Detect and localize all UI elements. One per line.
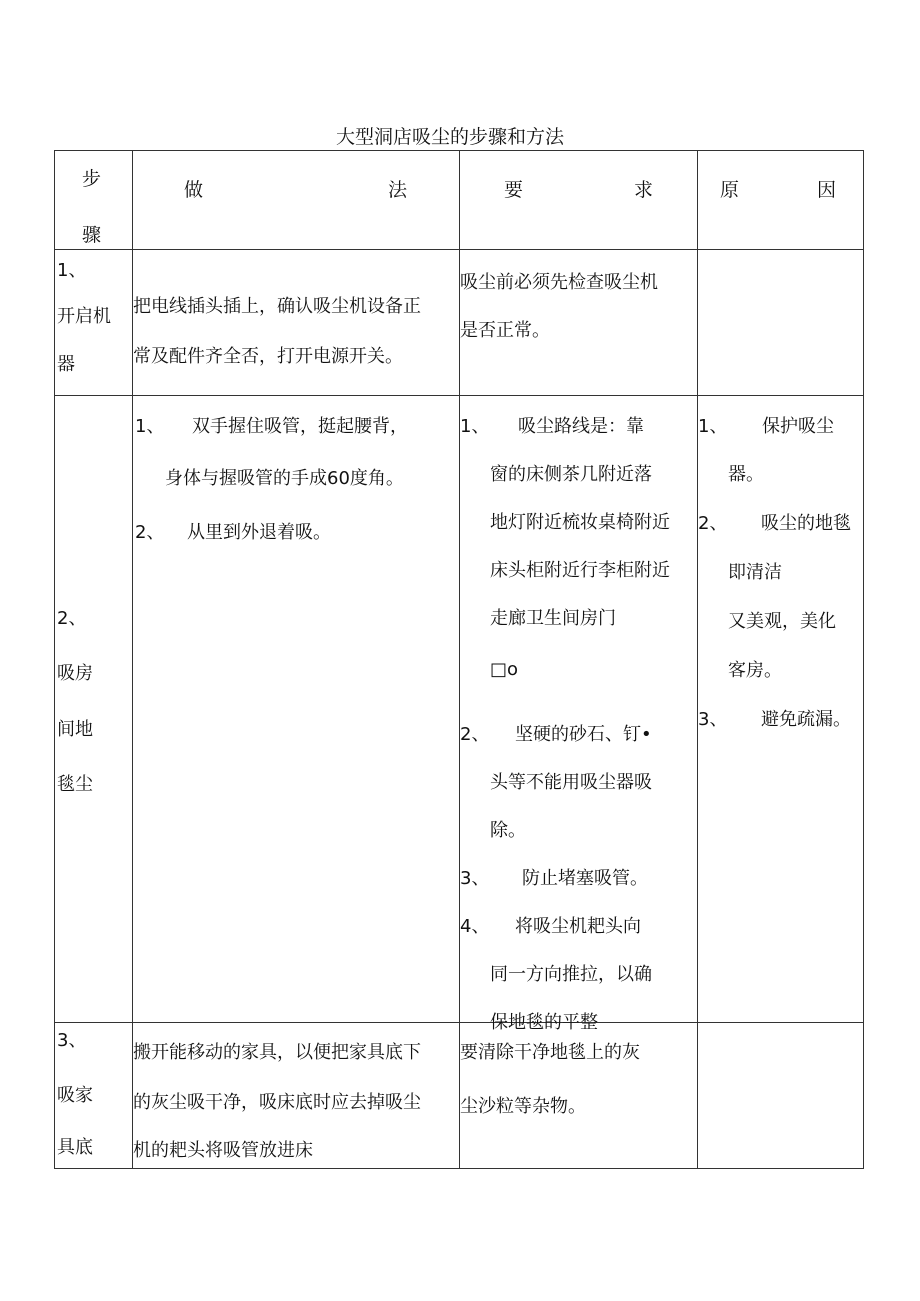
- row1-method-cell: [133, 250, 459, 395]
- row2-method-line: 双手握住吸管，挺起腰背，: [192, 416, 408, 437]
- row1-requirement-cell: [460, 250, 697, 395]
- row2-reason-num: 3、: [698, 709, 728, 730]
- steps-table: [54, 150, 864, 1169]
- row1-step-line: 1、: [57, 260, 87, 281]
- row3-method-line: 的灰尘吸干净，吸床底时应去掉吸尘: [133, 1092, 421, 1113]
- row2-requirement-cell: [460, 396, 697, 1033]
- header-method-left: 做: [184, 179, 204, 201]
- row3-method-line: 机的耙头将吸管放进床: [133, 1140, 313, 1161]
- row2-req-line: 保地毯的平整: [490, 1012, 598, 1033]
- row3-requirement-cell: [460, 1023, 697, 1168]
- header-method-right: 法: [388, 179, 408, 201]
- row2-req-line: 防止堵塞吸管。: [522, 868, 648, 889]
- row3-step-line: 3、: [57, 1030, 87, 1051]
- row3-method-cell: [133, 1023, 459, 1168]
- header-step-bottom: 骤: [82, 224, 102, 246]
- table-border-right: [863, 150, 864, 1169]
- row2-req-line: 走廊卫生间房门: [490, 608, 616, 629]
- row2-reason-line: 客房。: [728, 660, 782, 681]
- row2-reason-line: 避免疏漏。: [761, 709, 851, 730]
- row3-method-line: 搬开能移动的家具，以便把家具底下: [133, 1042, 421, 1063]
- row1-step-line: 器: [57, 354, 75, 375]
- row2-method-num: 1、: [135, 416, 165, 437]
- row2-req-line: 同一方向推拉，以确: [490, 964, 652, 985]
- row1-method-line: 常及配件齐全否，打开电源开关。: [133, 346, 403, 367]
- row2-reason-line: 即清洁: [728, 562, 782, 583]
- row3-requirement-line: 尘沙粒等杂物。: [460, 1096, 586, 1117]
- row2-req-line: 地灯附近梳妆桌椅附近: [490, 512, 670, 533]
- row2-req-line: □o: [490, 659, 519, 680]
- row2-req-num: 1、: [460, 416, 490, 437]
- row2-req-line: 除。: [490, 820, 526, 841]
- row3-step-line: 吸家: [57, 1085, 93, 1106]
- row1-requirement-line: 吸尘前必须先检查吸尘机: [460, 272, 658, 293]
- row2-req-line: 头等不能用吸尘器吸: [490, 772, 652, 793]
- header-reason-right: 因: [817, 179, 837, 201]
- row1-requirement-line: 是否正常。: [460, 320, 550, 341]
- header-step-top: 步: [82, 168, 102, 190]
- row2-req-line: 窗的床侧茶几附近落: [490, 464, 652, 485]
- row2-step-line: 2、: [57, 608, 87, 629]
- row2-reason-line: 又美观，美化: [728, 611, 836, 632]
- row2-reason-num: 2、: [698, 513, 728, 534]
- header-req-right: 求: [634, 179, 654, 201]
- row2-reason-cell: [698, 396, 863, 1022]
- row2-step-line: 吸房: [57, 663, 93, 684]
- row1-step-line: 开启机: [57, 306, 111, 327]
- row2-method-cell: [133, 396, 459, 1022]
- row2-req-num: 4、: [460, 916, 490, 937]
- row3-requirement-line: 要清除干净地毯上的灰: [460, 1042, 640, 1063]
- document-title: 大型洞店吸尘的步骤和方法: [335, 126, 564, 148]
- table-border-left: [54, 150, 55, 1169]
- row2-reason-num: 1、: [698, 416, 728, 437]
- row2-method-num: 2、: [135, 522, 165, 543]
- table-border-top: [54, 150, 864, 151]
- row2-req-line: 坚硬的砂石、钉•: [515, 724, 652, 745]
- row2-reason-line: 器。: [728, 464, 764, 485]
- row2-req-line: 将吸尘机耙头向: [515, 916, 641, 937]
- row2-step-line: 毯尘: [57, 774, 93, 795]
- header-req-left: 要: [504, 179, 524, 201]
- row1-step-cell: [56, 250, 132, 395]
- row2-req-num: 2、: [460, 724, 490, 745]
- row2-method-line: 从里到外退着吸。: [187, 522, 331, 543]
- row1-method-line: 把电线插头插上，确认吸尘机设备正: [133, 296, 421, 317]
- row2-req-line: 床头柜附近行李柜附近: [490, 560, 670, 581]
- row2-req-num: 3、: [460, 868, 490, 889]
- row2-reason-line: 保护吸尘: [762, 416, 834, 437]
- row2-step-line: 间地: [57, 719, 93, 740]
- row2-req-line: 吸尘路线是：靠: [518, 416, 644, 437]
- row2-step-cell: [56, 396, 132, 1022]
- row2-reason-line: 吸尘的地毯: [761, 513, 851, 534]
- header-reason-left: 原: [720, 179, 740, 201]
- row3-step-cell: [56, 1023, 132, 1168]
- row3-step-line: 具底: [57, 1137, 93, 1158]
- row2-method-line: 身体与握吸管的手成60度角。: [165, 468, 404, 489]
